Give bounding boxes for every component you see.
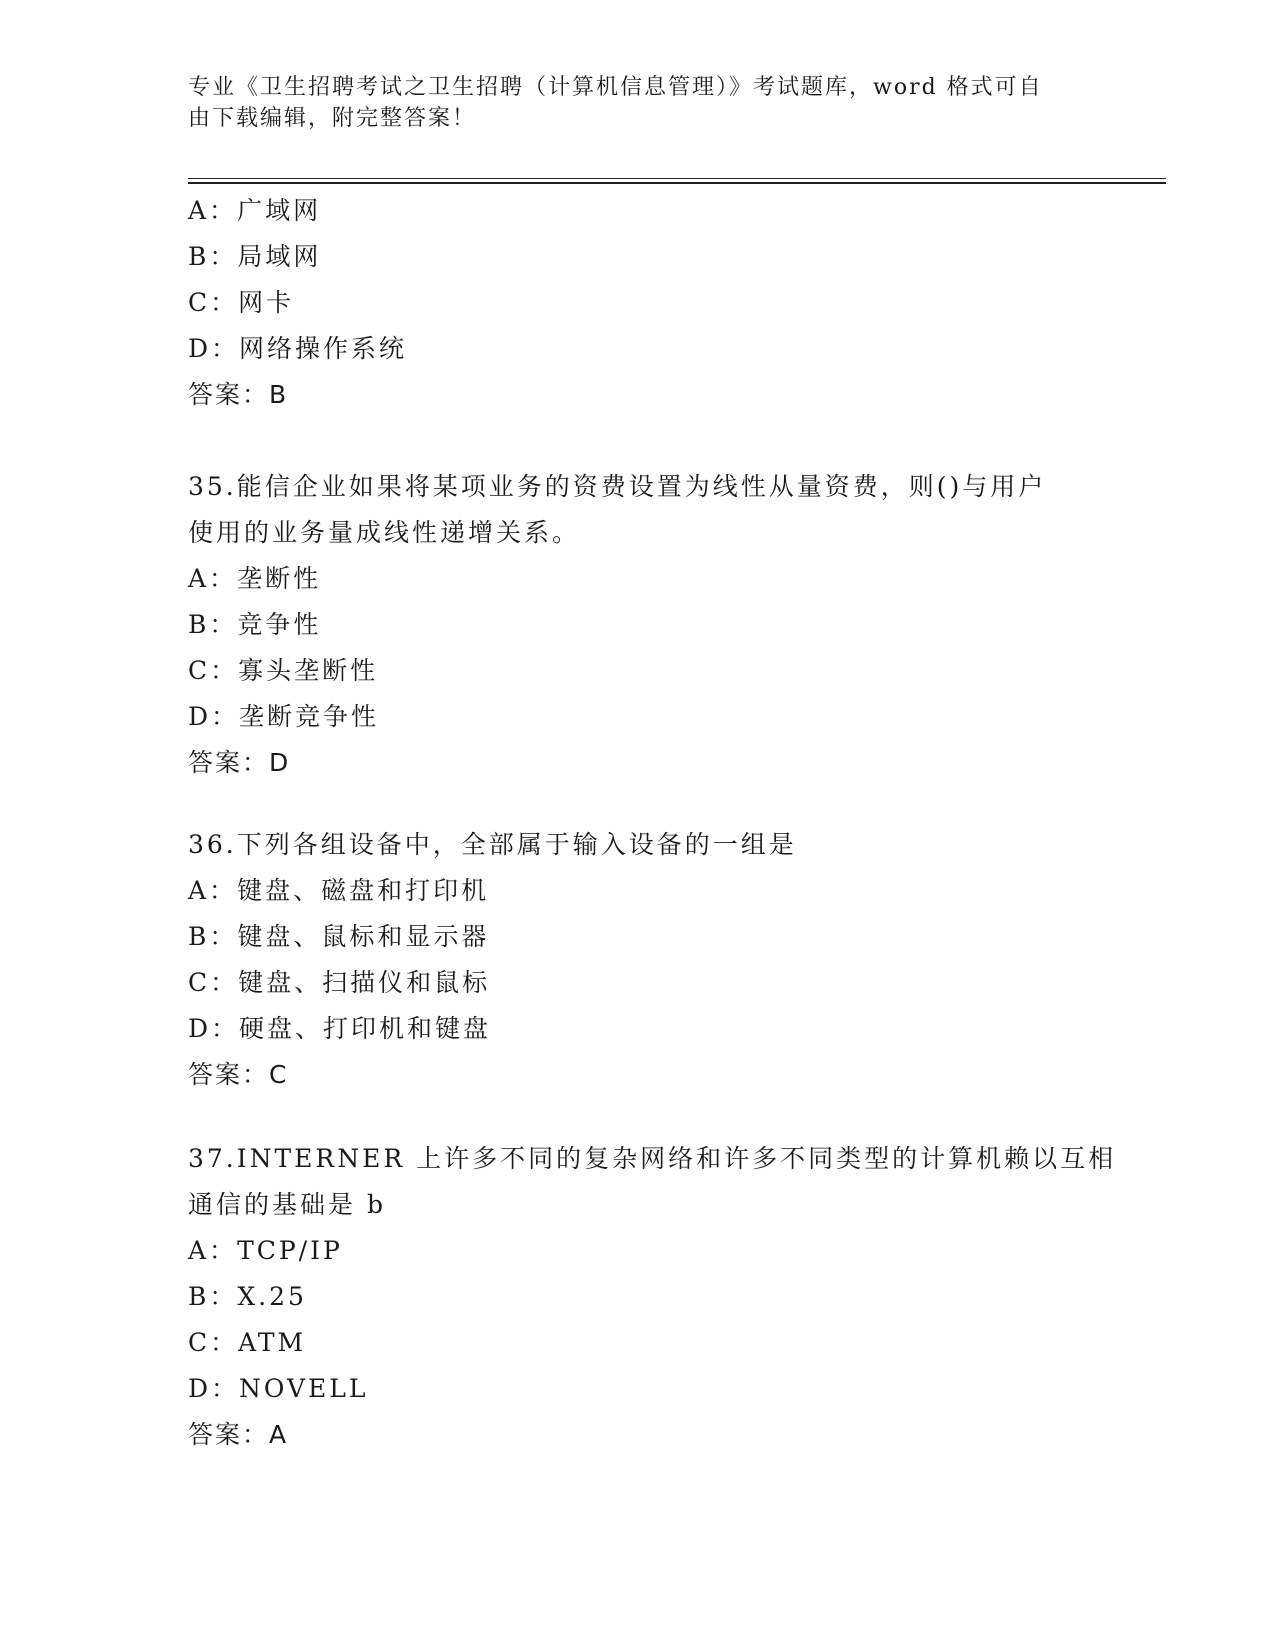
option-d: D：垄断竞争性 [188, 702, 380, 731]
question-34 [188, 188, 1088, 418]
option-c: C：ATM [188, 1328, 307, 1357]
option-text: 键盘、扫描仪和鼠标 [238, 968, 491, 997]
option-text: ATM [238, 1328, 307, 1357]
answer-line [188, 1412, 1088, 1458]
option-a: A：垄断性 [188, 564, 322, 593]
answer-label: 答案： [188, 1420, 270, 1449]
answer-label: 答案： [188, 380, 270, 409]
header-divider-thin [188, 178, 1166, 179]
question-37 [188, 1136, 1117, 1458]
option-text: 硬盘、打印机和键盘 [239, 1014, 492, 1043]
option-text: NOVELL [239, 1374, 369, 1403]
header-line-2: 由下载编辑，附完整答案！ [188, 106, 477, 131]
option-b: B：竞争性 [188, 610, 322, 639]
option-b: B：局域网 [188, 242, 322, 271]
question-stem-line-1: 37.INTERNER 上许多不同的复杂网络和许多不同类型的计算机赖以互相 [188, 1144, 1117, 1173]
answer-value: C [269, 1060, 289, 1089]
option-text: 键盘、鼠标和显示器 [237, 922, 490, 951]
option-text: 垄断竞争性 [239, 702, 380, 731]
option-text: 寡头垄断性 [238, 656, 379, 685]
answer-line [188, 740, 1088, 786]
question-stem-line-1: 36.下列各组设备中，全部属于输入设备的一组是 [188, 830, 797, 859]
option-text: 垄断性 [237, 564, 322, 593]
option-c: C：网卡 [188, 288, 295, 317]
option-text: 网卡 [238, 288, 295, 317]
question-stem-line-2: 通信的基础是 b [188, 1190, 386, 1219]
question-35 [188, 464, 1088, 786]
answer-line [188, 1052, 1088, 1098]
answer-value: A [269, 1420, 289, 1449]
option-text: TCP/IP [237, 1236, 343, 1265]
option-c: C：键盘、扫描仪和鼠标 [188, 968, 491, 997]
option-d: D：网络操作系统 [188, 334, 408, 363]
option-text: 局域网 [237, 242, 322, 271]
option-c: C：寡头垄断性 [188, 656, 379, 685]
option-d: D：硬盘、打印机和键盘 [188, 1014, 492, 1043]
question-stem-line-1: 35.能信企业如果将某项业务的资费设置为线性从量资费，则()与用户 [188, 472, 1047, 501]
option-a: A：键盘、磁盘和打印机 [188, 876, 490, 905]
option-b: B：X.25 [188, 1282, 307, 1311]
document-header [188, 72, 1068, 134]
option-text: 键盘、磁盘和打印机 [237, 876, 490, 905]
header-divider-thick [188, 182, 1166, 184]
answer-label: 答案： [188, 748, 270, 777]
question-stem-line-2: 使用的业务量成线性递增关系。 [188, 518, 581, 547]
option-text: 竞争性 [237, 610, 322, 639]
option-b: B：键盘、鼠标和显示器 [188, 922, 490, 951]
option-d: D：NOVELL [188, 1374, 369, 1403]
answer-value: D [269, 748, 291, 777]
answer-value: B [269, 380, 289, 409]
option-text: X.25 [237, 1282, 307, 1311]
option-a: A：广域网 [188, 196, 322, 225]
header-line-1: 专业《卫生招聘考试之卫生招聘（计算机信息管理）》考试题库，word 格式可自 [188, 75, 1043, 100]
answer-label: 答案： [188, 1060, 270, 1089]
option-a: A：TCP/IP [188, 1236, 343, 1265]
answer-line [188, 372, 1088, 418]
option-text: 网络操作系统 [239, 334, 408, 363]
question-36 [188, 822, 1088, 1098]
option-text: 广域网 [237, 196, 322, 225]
